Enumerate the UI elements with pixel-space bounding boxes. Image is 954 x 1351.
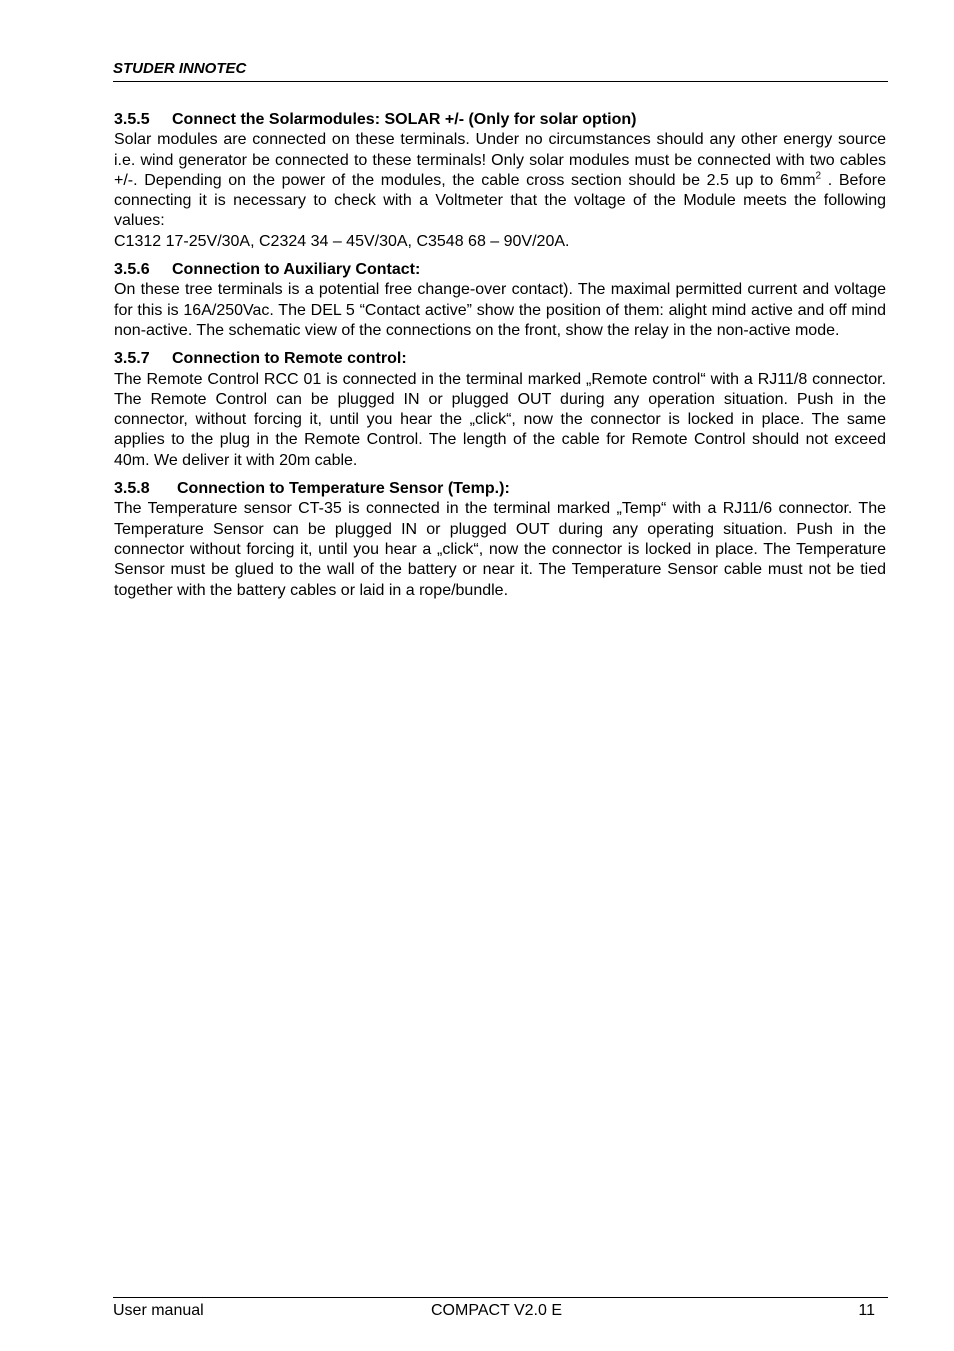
module-values-line: C1312 17-25V/30A, C2324 34 – 45V/30A, C3548 68 – 90V/20A. xyxy=(114,232,570,250)
section-number: 3.5.5 xyxy=(114,111,150,128)
section-body xyxy=(114,130,886,231)
header-rule xyxy=(113,81,888,82)
section-body: The Temperature sensor CT-35 is connected in the terminal marked „Temp“ with a RJ11/6 connector. The Temperature Sensor can be plugged IN or plugged OUT during any operating situation. Push in the connector without forcing it, until you hear a „click“, now the connector is locked in place. The Temperature Sensor must be glued to the wall of the battery or near it. The Temperature Sensor cable must not be tied together with the battery cables or laid in a rope/bundle. xyxy=(114,500,886,599)
section-body: On these tree terminals is a potential free change-over contact). The maximal permitted current and voltage for this is 16A/250Vac. The DEL 5 “Contact active” show the position of them: alight mind active and off mind non-active. The schematic view of the connections on the front, show the relay in the non-active mode. xyxy=(114,281,886,339)
section-title: Connect the Solarmodules: SOLAR +/- (Only for solar option) xyxy=(172,111,637,128)
footer-product: COMPACT V2.0 E xyxy=(431,1302,562,1319)
superscript: 2 xyxy=(815,170,822,182)
footer-doc-type: User manual xyxy=(113,1302,204,1319)
running-header: STUDER INNOTEC xyxy=(113,60,247,77)
section-number: 3.5.7 xyxy=(114,350,150,368)
section-title: Connection to Temperature Sensor (Temp.): xyxy=(177,480,510,498)
body-text: Solar modules are connected on these terminals. Under no circumstances should any other energy source i.e. wind generator be connected to these terminals! Only solar modules must be connected with two cables +/-. Depending on the power of the modules, the cable cross section should be 2.5 up to 6mm xyxy=(114,131,886,189)
section-heading xyxy=(114,479,886,499)
section-3-5-6 xyxy=(114,260,886,341)
section-3-5-7 xyxy=(114,349,886,471)
section-heading xyxy=(114,110,886,130)
section-heading xyxy=(114,349,886,369)
footer-rule xyxy=(113,1297,888,1298)
section-number: 3.5.6 xyxy=(114,261,150,279)
page-number: 11 xyxy=(858,1302,875,1319)
section-heading xyxy=(114,260,886,280)
section-body: The Remote Control RCC 01 is connected in the terminal marked „Remote control“ with a RJ11/8 connector. The Remote Control can be plugged IN or plugged OUT during any operation situation. Push in the connector, without forcing it, until you hear the „click“, now the connector is locked in place. The same applies to the plug in the Remote Control. The length of the cable for Remote Control should not exceed 40m. We deliver it with 20m cable. xyxy=(114,370,886,469)
section-3-5-5 xyxy=(114,110,886,252)
section-3-5-8 xyxy=(114,479,886,601)
section-number: 3.5.8 xyxy=(114,480,150,498)
body-text: . Before connecting it is necessary to check with a Voltmeter that the voltage of the Module meets the following values: xyxy=(114,171,887,230)
section-title: Connection to Auxiliary Contact: xyxy=(172,261,421,279)
section-title: Connection to Remote control: xyxy=(172,350,407,368)
page-content xyxy=(114,110,886,609)
